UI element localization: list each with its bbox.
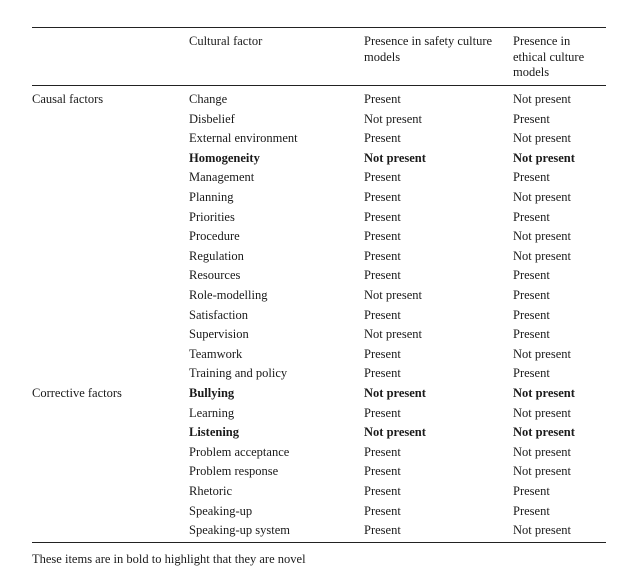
table-row xyxy=(0,112,623,132)
ethical-presence-cell: Present xyxy=(513,307,550,322)
ethical-presence-cell: Present xyxy=(513,288,550,302)
header-ethical-presence: Presence in ethical culture models xyxy=(513,34,585,79)
factor-cell: Listening xyxy=(189,425,240,440)
ethical-presence-cell: Not present xyxy=(513,346,571,361)
safety-presence-cell: Present xyxy=(364,444,401,459)
ethical-presence-cell: Present xyxy=(513,484,550,498)
ethical-presence-cell: Present xyxy=(513,170,550,185)
table-row xyxy=(0,268,623,288)
safety-presence-cell: Present xyxy=(364,92,401,106)
header-safety-presence: Presence in safety culture models xyxy=(364,34,493,64)
factor-cell: Change xyxy=(189,92,228,106)
safety-presence-cell: Present xyxy=(364,523,401,538)
factor-cell: Resources xyxy=(189,268,241,283)
safety-presence-cell: Not present xyxy=(364,386,426,400)
factor-cell: Role-modelling xyxy=(189,288,268,302)
table-row xyxy=(0,504,623,524)
ethical-presence-cell: Not present xyxy=(513,92,571,106)
safety-presence-cell: Present xyxy=(364,170,401,185)
safety-presence-cell: Present xyxy=(364,209,401,224)
safety-presence-cell: Not present xyxy=(364,111,422,126)
factor-cell: Supervision xyxy=(189,327,249,342)
ethical-presence-cell: Present xyxy=(513,111,550,126)
table-row xyxy=(0,210,623,230)
header-rule xyxy=(32,85,606,86)
ethical-presence-cell: Not present xyxy=(513,248,571,263)
ethical-presence-cell: Not present xyxy=(513,229,571,244)
safety-presence-cell: Present xyxy=(364,405,401,420)
table-row xyxy=(0,170,623,190)
safety-presence-cell: Present xyxy=(364,229,401,244)
factor-cell: Problem response xyxy=(189,464,279,479)
ethical-presence-cell: Present xyxy=(513,327,550,342)
ethical-presence-cell: Not present xyxy=(513,150,575,165)
table-row xyxy=(0,425,623,445)
table-row xyxy=(0,464,623,484)
factor-cell: Regulation xyxy=(189,248,244,263)
factor-cell: Procedure xyxy=(189,229,240,244)
safety-presence-cell: Present xyxy=(364,131,401,146)
header-cultural-factor: Cultural factor xyxy=(189,34,263,48)
table-row xyxy=(0,484,623,504)
table-row xyxy=(0,190,623,210)
group-label: Causal factors xyxy=(32,92,104,106)
factor-cell: Priorities xyxy=(189,209,235,224)
safety-presence-cell: Not present xyxy=(364,288,422,302)
safety-presence-cell: Present xyxy=(364,268,401,283)
table-row xyxy=(0,347,623,367)
factor-cell: Training and policy xyxy=(189,366,288,381)
table-row xyxy=(0,406,623,426)
ethical-presence-cell: Present xyxy=(513,366,550,381)
ethical-presence-cell: Not present xyxy=(513,386,575,400)
safety-presence-cell: Present xyxy=(364,346,401,361)
safety-presence-cell: Not present xyxy=(364,425,426,440)
ethical-presence-cell: Not present xyxy=(513,190,571,204)
table-row xyxy=(0,288,623,308)
ethical-presence-cell: Present xyxy=(513,503,550,518)
ethical-presence-cell: Present xyxy=(513,268,550,283)
ethical-presence-cell: Not present xyxy=(513,425,575,440)
safety-presence-cell: Present xyxy=(364,366,401,381)
top-rule xyxy=(32,27,606,28)
safety-presence-cell: Not present xyxy=(364,327,422,342)
table-row xyxy=(0,308,623,328)
factor-cell: Problem acceptance xyxy=(189,444,290,459)
table-row xyxy=(0,366,623,386)
factor-cell: Learning xyxy=(189,405,235,420)
safety-presence-cell: Present xyxy=(364,464,401,479)
group-label: Corrective factors xyxy=(32,386,122,400)
ethical-presence-cell: Present xyxy=(513,209,550,224)
table-row xyxy=(0,131,623,151)
safety-presence-cell: Present xyxy=(364,503,401,518)
table-row xyxy=(0,523,623,543)
factor-cell: Teamwork xyxy=(189,346,243,361)
factor-cell: External environment xyxy=(189,131,298,146)
table-row xyxy=(0,92,623,112)
ethical-presence-cell: Not present xyxy=(513,131,571,146)
table-row xyxy=(0,445,623,465)
ethical-presence-cell: Not present xyxy=(513,405,571,420)
factor-cell: Management xyxy=(189,170,255,185)
factor-cell: Rhetoric xyxy=(189,484,233,498)
factor-cell: Speaking-up xyxy=(189,503,253,518)
safety-presence-cell: Present xyxy=(364,248,401,263)
factor-cell: Planning xyxy=(189,190,234,204)
ethical-presence-cell: Not present xyxy=(513,464,571,479)
table-row xyxy=(0,151,623,171)
bottom-rule xyxy=(32,542,606,543)
table-row xyxy=(0,229,623,249)
table-footnote: These items are in bold to highlight that they are novel xyxy=(32,552,306,566)
table-row xyxy=(0,327,623,347)
factor-cell: Satisfaction xyxy=(189,307,249,322)
ethical-presence-cell: Not present xyxy=(513,523,571,538)
safety-presence-cell: Not present xyxy=(364,150,426,165)
table-row xyxy=(0,386,623,406)
table-row xyxy=(0,249,623,269)
safety-presence-cell: Present xyxy=(364,307,401,322)
factor-cell: Homogeneity xyxy=(189,150,260,165)
ethical-presence-cell: Not present xyxy=(513,444,571,459)
safety-presence-cell: Present xyxy=(364,190,401,204)
safety-presence-cell: Present xyxy=(364,484,401,498)
factor-cell: Speaking-up system xyxy=(189,523,291,538)
factor-cell: Disbelief xyxy=(189,111,235,126)
factor-cell: Bullying xyxy=(189,386,235,400)
